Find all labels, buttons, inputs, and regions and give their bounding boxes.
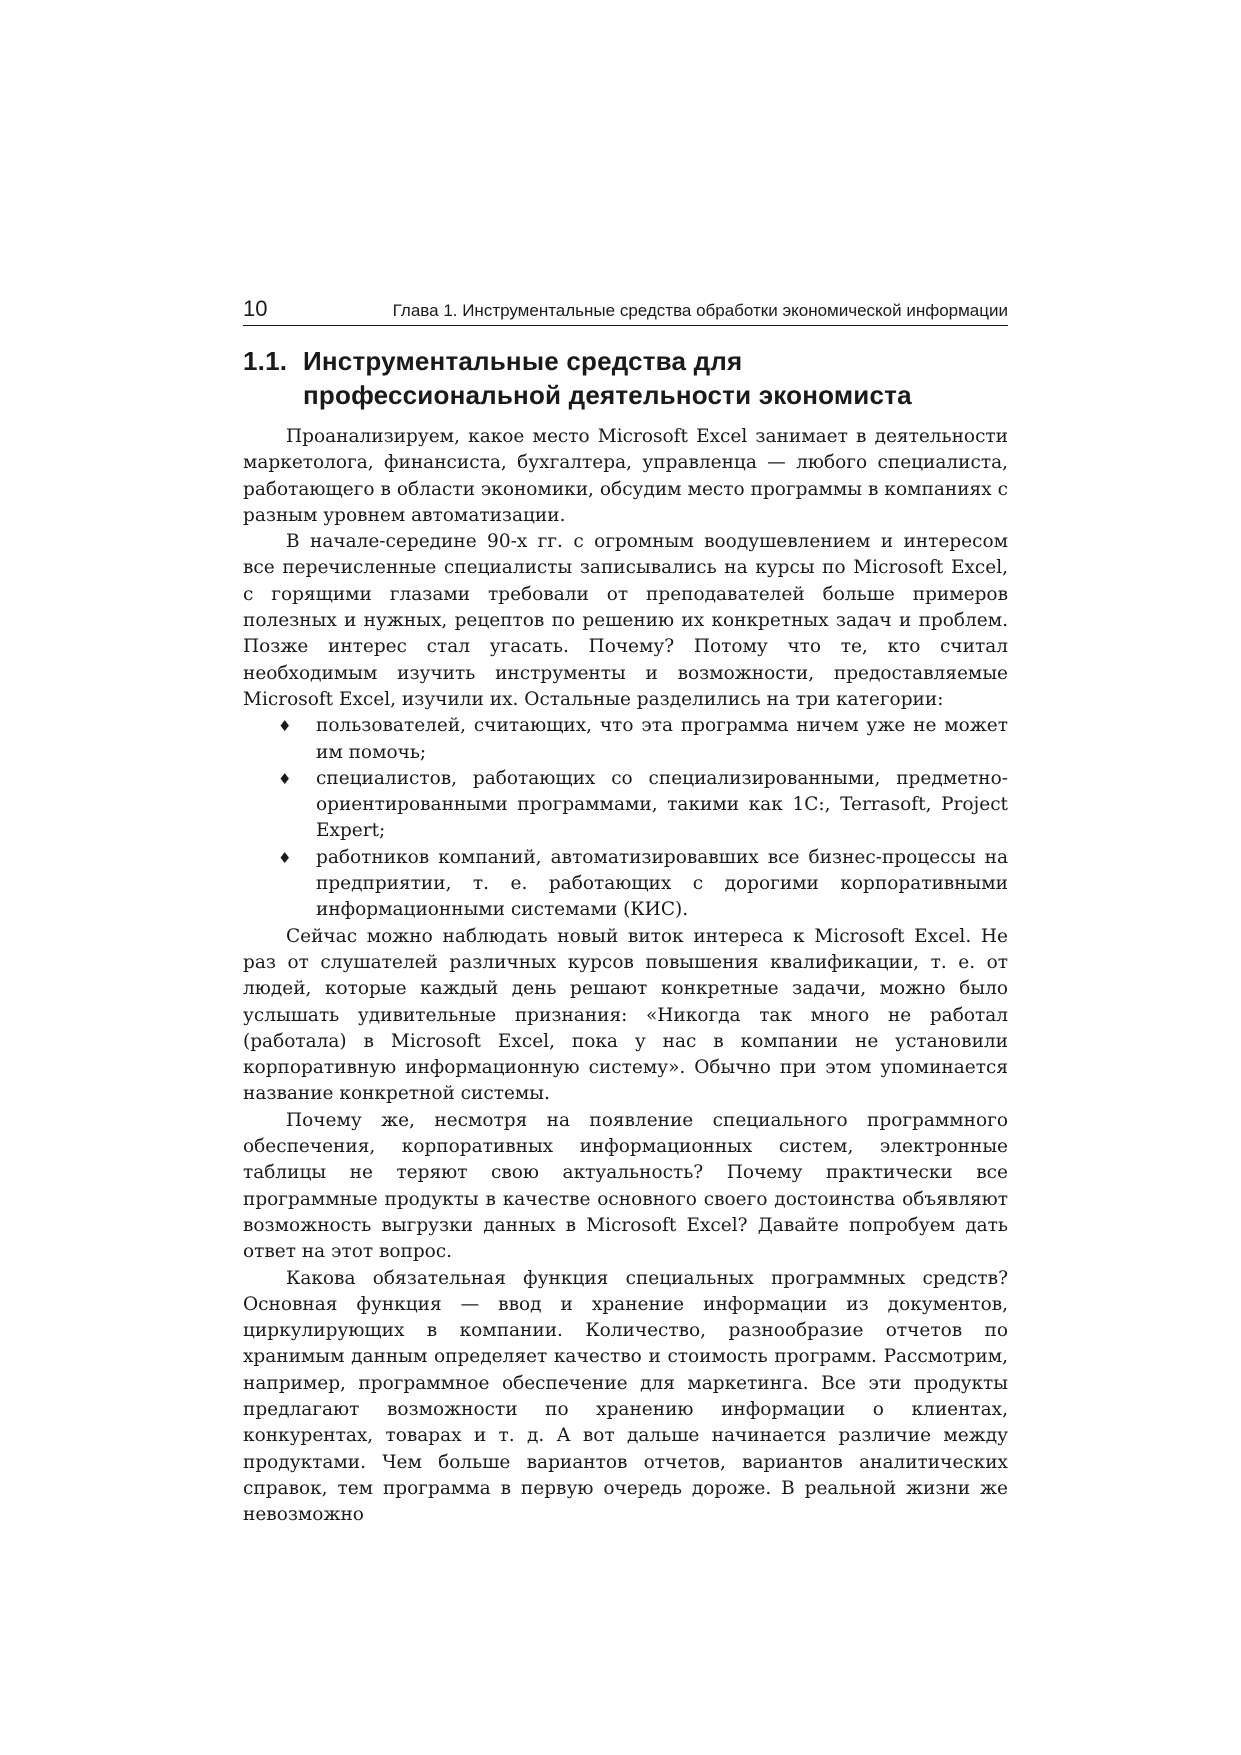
section-heading [243,344,1008,412]
paragraph-3: Сейчас можно наблюдать новый виток интереса к Microsoft Excel. Не раз от слушателей различных курсов повышения квалификации, т. е. от людей, которые каждый день решают конкретные задачи, можно было услышать удивительные признания: «Никогда так много не работал (работала) в Microsoft Excel, пока у нас в компании не установили корпоративную информационную систему». Обычно при этом упоминается название конкретной системы. [243,925,1008,1105]
paragraph-5: Какова обязательная функция специальных программных средств? Основная функция — ввод и хранение информации из документов, циркулирующих в компании. Количество, разнообразие отчетов по хранимым данным определяет качество и стоимость программ. Рассмотрим, например, программное обеспечение для маркетинга. Все эти продукты предлагают возможности по хранению информации о клиентах, конкурентах, товарах и т. д. А вот дальше начинается различие между продуктами. Чем больше вариантов отчетов, вариантов аналитических справок, тем программа в первую очередь дороже. В реальной жизни же невозможно [243,1267,1008,1526]
section-title: Инструментальные средства для профессиональной деятельности экономиста [303,346,912,410]
paragraph-1: Проанализируем, какое место Microsoft Excel занимает в деятельности маркетолога, финансиста, бухгалтера, управленца — любого специалиста, работающего в области экономики, обсудим место программы в компаниях с разным уровнем автоматизации. [243,426,1008,526]
paragraph-4: Почему же, несмотря на появление специального программного обеспечения, корпоративных информационных систем, электронные таблицы не теряют свою актуальность? Почему практически все программные продукты в качестве основного своего достоинства объявляют возможность выгрузки данных в Microsoft Excel? Давайте попробуем дать ответ на этот вопрос. [243,1109,1008,1263]
book-page [243,296,1008,1528]
page-number: 10 [243,296,268,321]
list-item [278,713,1008,766]
list-item-text: специалистов, работающих со специализированными, предметно-ориентированными программами, такими как 1С:, Terrasoft, Project Expert; [316,767,1008,842]
diamond-bullet-icon: ♦ [278,717,292,736]
chapter-title: Глава 1. Инструментальные средства обработки экономической информации [392,301,1008,320]
body-text [243,424,1008,1528]
list-item-text: пользователей, считающих, что эта программа ничем уже не может им помочь; [316,715,1008,763]
diamond-bullet-icon: ♦ [278,769,292,788]
running-header [243,296,1008,326]
diamond-bullet-icon: ♦ [278,848,292,867]
list-item [278,845,1008,924]
paragraph-2: В начале-середине 90-х гг. с огромным воодушевлением и интересом все перечисленные специалисты записывались на курсы по Microsoft Excel, с горящими глазами требовали от преподавателей больше примеров полезных и нужных, рецептов по решению их конкретных задач и проблем. Позже интерес стал угасать. Почему? Потому что те, кто считал необходимым изучить инструменты и возможности, предоставляемые Microsoft Excel, изучили их. Остальные разделились на три категории: [243,531,1008,710]
bullet-list [243,713,1008,923]
list-item-text: работников компаний, автоматизировавших все бизнес-процессы на предприятии, т. е. работающих с дорогими корпоративными информационными системами (КИС). [316,846,1008,921]
list-item [278,766,1008,845]
section-number: 1.1. [243,346,288,376]
